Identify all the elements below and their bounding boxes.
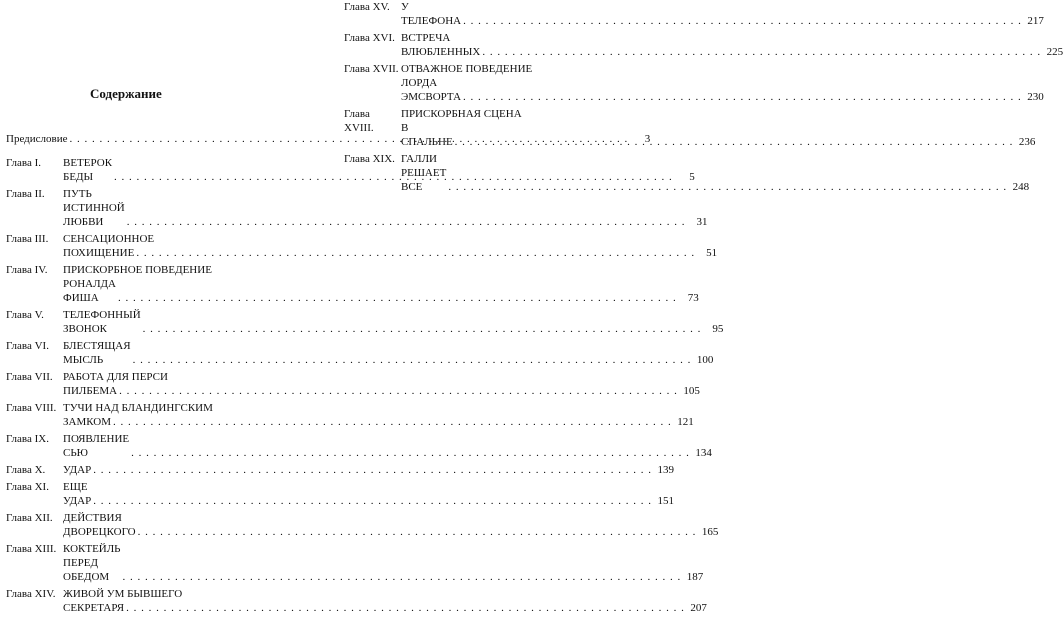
leader-dots	[129, 446, 692, 460]
toc-entry-title	[63, 463, 674, 477]
toc-title-line: ТУЧИ НАД БЛАНДИНГСКИМ	[63, 402, 213, 414]
toc-entry-label: Глава X.	[6, 464, 46, 476]
toc-page-number: 5	[689, 171, 695, 183]
toc-title-last-line	[63, 542, 703, 584]
toc-entry-title	[63, 401, 694, 429]
toc-entry-title	[63, 308, 723, 336]
toc-title-last-line	[63, 415, 694, 429]
toc-page-number: 139	[657, 464, 674, 476]
toc-page-number: 217	[1027, 15, 1044, 27]
toc-page-number: 31	[696, 216, 708, 228]
toc-title-line: КОКТЕЙЛЬ ПЕРЕД ОБЕДОМ	[63, 543, 121, 583]
toc-entry	[344, 31, 1063, 59]
toc-page-number: 165	[701, 526, 719, 538]
leader-dots	[131, 353, 694, 367]
toc-page-number: 134	[695, 447, 712, 459]
leader-dots	[124, 601, 687, 615]
toc-entry	[6, 511, 719, 539]
toc-entry-title	[401, 31, 1063, 59]
toc-title-last-line	[63, 308, 723, 336]
toc-entry-label: Глава VIII.	[6, 402, 57, 414]
leader-dots	[121, 570, 684, 584]
toc-title-line: БЛЕСТЯЩАЯ МЫСЛЬ	[63, 340, 131, 366]
leader-dots	[136, 525, 699, 539]
toc-entry-label: Глава XII.	[6, 512, 53, 524]
toc-entry	[6, 463, 674, 477]
toc-page-number: 73	[687, 292, 699, 304]
toc-title-line: В СПАЛЬНЕ	[401, 122, 453, 148]
toc-entry-label: Глава IX.	[6, 433, 49, 445]
toc-page-number: 207	[690, 602, 707, 614]
toc-title-line: СЕНСАЦИОННОЕ	[63, 233, 155, 245]
toc-title-last-line	[401, 0, 1044, 28]
leader-dots	[116, 291, 679, 305]
toc-page-number: 3	[644, 133, 651, 145]
toc-entry-label: Глава XI.	[6, 481, 49, 493]
toc-title-last-line	[401, 76, 1044, 104]
toc-entry	[6, 308, 724, 336]
toc-title-line: ПУТЬ ИСТИННОЙ ЛЮБВИ	[63, 188, 125, 228]
toc-title-last-line	[63, 480, 674, 508]
toc-entry	[6, 432, 712, 460]
toc-title-line: СЕКРЕТАРЯ	[63, 602, 125, 614]
toc-title-line: РАБОТА ДЛЯ ПЕРСИ	[63, 371, 168, 383]
toc-page-number: 236	[1018, 136, 1036, 148]
toc-entry-title	[63, 432, 712, 460]
leader-dots	[91, 463, 654, 477]
toc-entry-title	[63, 480, 674, 508]
toc-title-line: ПОХИЩЕНИЕ	[63, 247, 135, 259]
toc-entry-label: Глава IV.	[6, 264, 48, 276]
toc-entry-title	[401, 62, 1044, 104]
leader-dots	[480, 45, 1043, 59]
toc-entry-label: Глава II.	[6, 188, 45, 200]
toc-entry	[6, 187, 708, 229]
toc-title-last-line	[63, 463, 674, 477]
leader-dots	[112, 170, 675, 184]
toc-page-number: 51	[706, 247, 718, 259]
toc-title-line: ПРИСКОРБНОЕ ПОВЕДЕНИЕ	[63, 264, 212, 276]
toc-title-last-line	[63, 601, 707, 615]
toc-page-number: 95	[712, 323, 724, 335]
toc-title-last-line	[63, 339, 713, 367]
toc-title-last-line	[401, 31, 1063, 59]
toc-entry-title	[63, 370, 700, 398]
toc-page-number: 121	[677, 416, 694, 428]
leader-dots	[461, 90, 1024, 104]
toc-entry	[6, 480, 674, 508]
toc-entry-title	[63, 187, 707, 229]
toc-entry-title	[63, 587, 707, 615]
toc-title-line: УДАР	[63, 464, 92, 476]
toc-title-last-line	[63, 511, 718, 539]
toc-entry-label: Глава XIV.	[6, 588, 56, 600]
toc-entry-label: Глава XVII.	[344, 63, 399, 75]
toc-title-line: ЛОРДА ЭМСВОРТА	[401, 77, 462, 103]
toc-entry-label: Глава V.	[6, 309, 44, 321]
toc-page-number: 151	[657, 495, 674, 507]
toc-entry-label: Глава VI.	[6, 340, 49, 352]
toc-entry-title	[63, 542, 703, 584]
toc-entry-label: Глава XIX.	[344, 153, 395, 165]
toc-entry-title	[401, 0, 1044, 28]
toc-title-line: РОНАЛДА ФИША	[63, 278, 116, 304]
toc-entry	[6, 401, 694, 429]
toc-entry-title	[63, 263, 699, 305]
toc-entry-label: Глава I.	[6, 157, 41, 169]
leader-dots	[125, 215, 688, 229]
toc-title-line: ЕЩЕ УДАР	[63, 481, 92, 507]
leader-dots	[68, 132, 631, 146]
toc-title-last-line	[63, 187, 707, 229]
leader-dots	[111, 415, 674, 429]
toc-entry	[6, 339, 714, 367]
toc-entry-label: Глава XV.	[344, 1, 390, 13]
toc-title-line: ОТВАЖНОЕ ПОВЕДЕНИЕ	[401, 63, 533, 75]
leader-dots	[91, 494, 654, 508]
toc-entry-title	[63, 511, 718, 539]
leader-dots	[461, 14, 1024, 28]
toc-entry-title	[63, 232, 717, 260]
toc-entry-label: Глава VII.	[6, 371, 53, 383]
toc-entry-title	[63, 339, 713, 367]
toc-title-line: У ТЕЛЕФОНА	[401, 1, 462, 27]
toc-entry	[6, 542, 704, 584]
toc-title-line: ДЕЙСТВИЯ ДВОРЕЦКОГО	[63, 512, 136, 538]
toc-entry	[6, 263, 699, 305]
toc-title-line: ЖИВОЙ УМ БЫВШЕГО	[63, 588, 183, 600]
toc-title-line: ПИЛБЕМА	[63, 385, 118, 397]
toc-entry	[6, 232, 718, 260]
toc-title-last-line	[63, 384, 700, 398]
toc-title-line: ГАЛЛИ РЕШАЕТ ВСЕ	[401, 153, 447, 193]
toc-title-last-line	[63, 432, 712, 460]
toc-title-last-line	[63, 156, 695, 184]
toc-entry	[6, 370, 700, 398]
toc-page-number: 248	[1012, 181, 1030, 193]
toc-title: Содержание	[90, 86, 162, 101]
toc-page-number: 105	[683, 385, 700, 397]
toc-entry-label: Глава XVIII.	[344, 108, 374, 134]
toc-page-number: 230	[1027, 91, 1044, 103]
toc-entry	[344, 62, 1044, 104]
leader-dots	[134, 246, 697, 260]
toc-entry-label: Глава III.	[6, 233, 49, 245]
toc-title-line: ПОЯВЛЕНИЕ СЬЮ	[63, 433, 130, 459]
toc-title-line: ПРИСКОРБНАЯ СЦЕНА	[401, 108, 522, 120]
toc-title-line: ВСТРЕЧА ВЛЮБЛЕННЫХ	[401, 32, 481, 58]
toc-title-line: ТЕЛЕФОННЫЙ ЗВОНОК	[63, 309, 141, 335]
toc-title-last-line	[63, 277, 699, 305]
toc-title-line: ВЕТЕРОК БЕДЫ	[63, 157, 113, 183]
toc-entry	[344, 0, 1044, 28]
toc-entry-label: Глава XVI.	[344, 32, 395, 44]
toc-title-line: ЗАМКОМ	[63, 416, 112, 428]
leader-dots	[141, 322, 704, 336]
toc-page-number: 187	[686, 571, 704, 583]
toc-entry-label: Глава XIII.	[6, 543, 57, 555]
toc-entry-label: Предисловие	[6, 133, 68, 145]
toc-page-number: 225	[1046, 46, 1063, 58]
toc-entry	[6, 587, 707, 615]
toc-title-last-line	[63, 246, 717, 260]
leader-dots	[117, 384, 680, 398]
toc-entry-title	[63, 156, 695, 184]
toc-page-number: 100	[696, 354, 714, 366]
